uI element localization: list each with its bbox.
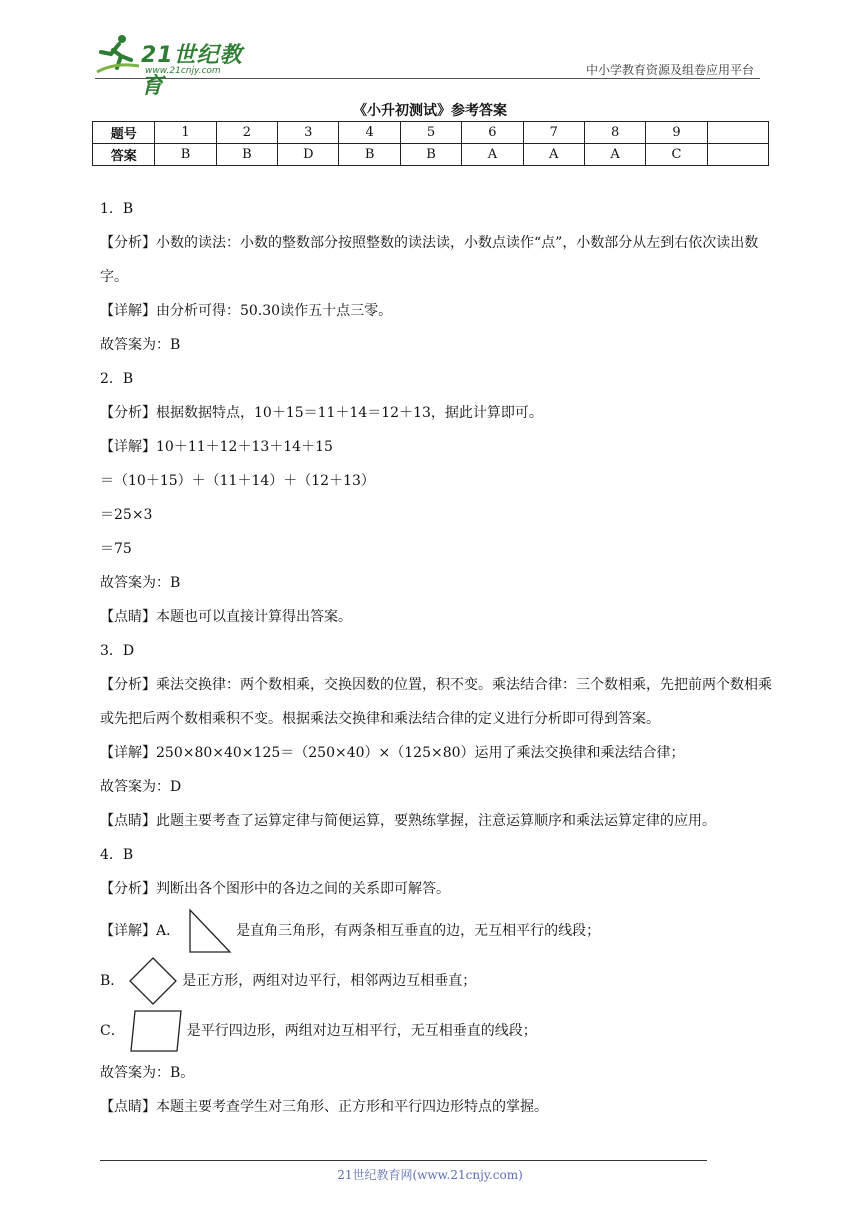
- question-heading: 1．B: [100, 201, 134, 217]
- table-cell: 1: [155, 122, 216, 144]
- table-cell: 7: [523, 122, 584, 144]
- table-cell: 8: [584, 122, 645, 144]
- row-label-number: 题号: [93, 122, 155, 144]
- table-cell: 9: [646, 122, 707, 144]
- table-cell: 4: [339, 122, 400, 144]
- table-row-numbers: [93, 122, 769, 144]
- table-cell: 2: [216, 122, 277, 144]
- table-cell: B: [216, 144, 277, 166]
- question-heading: 3．D: [100, 643, 135, 659]
- table-cell: A: [584, 144, 645, 166]
- table-cell: B: [155, 144, 216, 166]
- option-b-text: 是正方形，两组对边平行，相邻两边互相垂直；: [182, 973, 477, 989]
- table-cell: B: [400, 144, 461, 166]
- option-b-prefix: B．: [100, 973, 125, 989]
- table-cell: C: [646, 144, 707, 166]
- calculation-step: ＝75: [100, 541, 132, 557]
- table-cell: B: [339, 144, 400, 166]
- footer-divider: [100, 1160, 707, 1161]
- tip-text: 【点睛】本题主要考查学生对三角形、正方形和平行四边形特点的掌握。: [100, 1099, 548, 1115]
- logo-text: 21世纪教育: [141, 43, 243, 99]
- calculation-step: ＝25×3: [100, 507, 153, 523]
- answer-text: 故答案为：B: [100, 337, 181, 353]
- option-c-text: 是平行四边形，两组对边互相平行，无互相垂直的线段；: [186, 1023, 537, 1039]
- table-cell: [707, 144, 768, 166]
- analysis-text: 【分析】乘法交换律：两个数相乘，交换因数的位置，积不变。乘法结合律：三个数相乘，先把前两个数相乘或先把后两个数相乘积不变。根据乘法交换律和乘法结合律的定义进行分析即可得到答案。: [100, 677, 772, 727]
- answer-text: 故答案为：B: [100, 575, 181, 591]
- table-cell: D: [278, 144, 339, 166]
- table-cell: A: [462, 144, 523, 166]
- answer-explanations: [100, 192, 780, 1124]
- platform-name: 中小学教育资源及组卷应用平台: [585, 63, 754, 77]
- question-heading: 4．B: [100, 847, 134, 863]
- detail-option-c: [100, 1006, 780, 1056]
- table-cell: 3: [278, 122, 339, 144]
- right-triangle-icon: [182, 908, 234, 954]
- option-c-prefix: C．: [100, 1023, 125, 1039]
- page-header: [95, 30, 760, 99]
- answer-text: 故答案为：B。: [100, 1065, 195, 1081]
- row-label-answer: 答案: [93, 144, 155, 166]
- analysis-text: 【分析】根据数据特点，10＋15＝11＋14＝12＋13，据此计算即可。: [100, 405, 543, 421]
- question-heading: 2．B: [100, 371, 134, 387]
- table-cell: [707, 122, 768, 144]
- option-a-text: 是直角三角形，有两条相互垂直的边，无互相平行的线段；: [236, 923, 601, 939]
- logo: [95, 32, 265, 99]
- document-title: 《小升初测试》参考答案: [353, 103, 507, 119]
- runner-logo-icon: [95, 32, 141, 76]
- analysis-text: 【分析】判断出各个图形中的各边之间的关系即可解答。: [100, 881, 450, 897]
- detail-option-a: [100, 906, 780, 956]
- detail-option-b: [100, 956, 780, 1006]
- detail-text: 【详解】由分析可得：50.30读作五十点三零。: [100, 303, 393, 319]
- table-row-answers: [93, 144, 769, 166]
- analysis-text: 【分析】小数的读法：小数的整数部分按照整数的读法读，小数点读作“点”，小数部分从左到右依次读出数字。: [100, 235, 759, 285]
- answer-text: 故答案为：D: [100, 779, 182, 795]
- square-diamond-icon: [126, 956, 180, 1006]
- calculation-step: ＝（10＋15）＋（11＋14）＋（12＋13）: [100, 473, 375, 489]
- table-cell: 6: [462, 122, 523, 144]
- logo-url: www.21cnjy.com: [145, 66, 221, 76]
- detail-text: 【详解】250×80×40×125＝（250×40）×（125×80）运用了乘法交换律和乘法结合律；: [100, 745, 685, 761]
- answer-table: [92, 121, 769, 166]
- table-cell: A: [523, 144, 584, 166]
- table-cell: 5: [400, 122, 461, 144]
- detail-prefix: 【详解】A．: [100, 923, 181, 939]
- tip-text: 【点睛】本题也可以直接计算得出答案。: [100, 609, 352, 625]
- parallelogram-icon: [127, 1009, 185, 1053]
- tip-text: 【点睛】此题主要考查了运算定律与简便运算，要熟练掌握，注意运算顺序和乘法运算定律的应用。: [100, 813, 716, 829]
- footer-text: 21世纪教育网(www.21cnjy.com): [337, 1168, 523, 1182]
- detail-text: 【详解】10＋11＋12＋13＋14＋15: [100, 439, 333, 455]
